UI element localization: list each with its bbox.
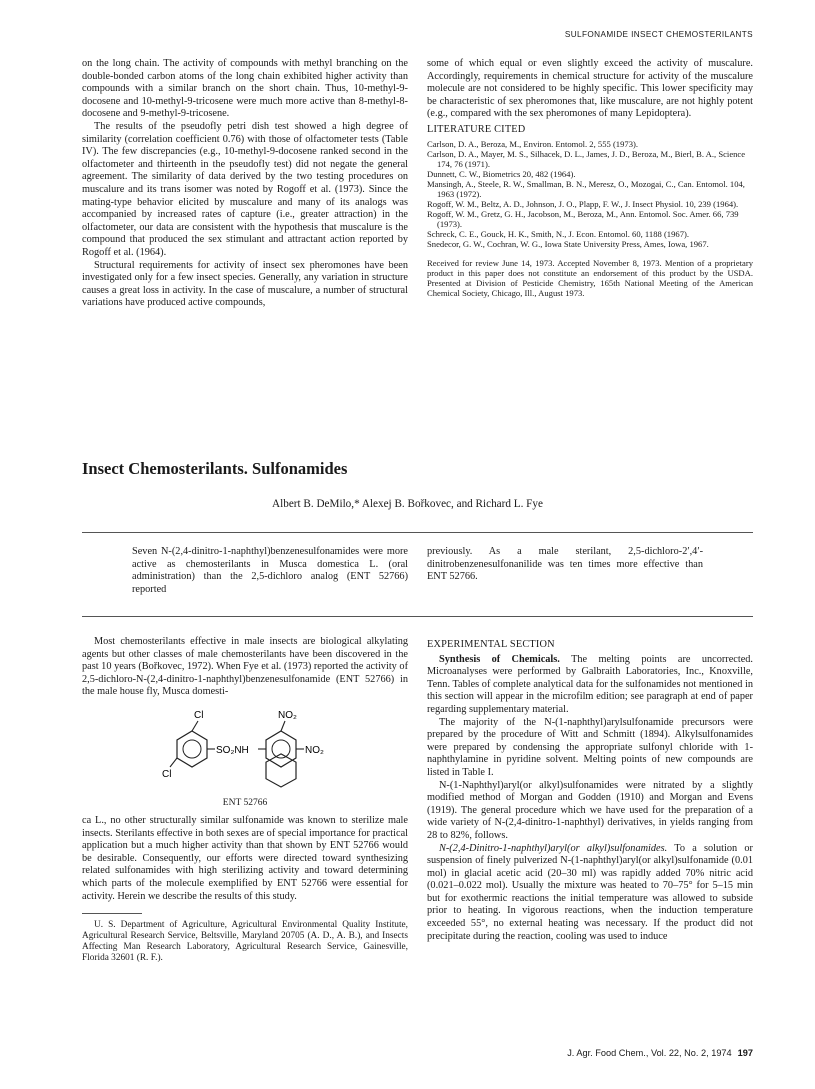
cl-top-label: Cl xyxy=(194,709,204,721)
journal-citation: J. Agr. Food Chem., Vol. 22, No. 2, 1974 xyxy=(567,1048,732,1058)
reference: Carlson, D. A., Mayer, M. S., Silhacek, D. L., James, J. D., Beroza, M., Bierl, B. A., Science 174, 76 (1971). xyxy=(427,148,746,169)
reference: Snedecor, G. W., Cochran, W. G., Iowa State University Press, Ames, Iowa, 1967. xyxy=(427,238,709,249)
run-in-heading: Synthesis of Chemicals. xyxy=(439,653,560,665)
paragraph-text: The melting points are uncorrected. Microanalyses were performed by Galbraith Laboratories, Inc., Knoxville, Tenn. Tables of complete analytical data for the sulfonamides not mentioned in this section will appear in the microfilm edition; see paragraph at end of paper regarding supplementary material. xyxy=(427,653,753,715)
article-title: Insect Chemosterilants. Sulfonamides xyxy=(82,459,348,478)
reference: Mansingh, A., Steele, R. W., Smallman, B. N., Meresz, O., Mozogai, C., Can. Entomol. 104, 1963 (1972). xyxy=(427,178,745,199)
paragraph xyxy=(427,654,753,717)
cl-bottom-label: Cl xyxy=(162,768,172,780)
abstract-bottom-rule xyxy=(82,616,753,617)
sulfonamide-link-label: SO₂NH xyxy=(216,744,249,756)
paragraph: Most chemosterilants effective in male insects are biological alkylating agents but other classes of male chemosterilants have been discovered in the past 10 years (Bořkovec, 1972). When Fye et al. (1973) reported the activity of 2,5-dichloro-N-(2,4-dinitro-1-naphthyl)benzenesulfonamide (ENT 52766) in the male house fly, Musca domesti- xyxy=(82,636,408,698)
reference: Carlson, D. A., Beroza, M., Environ. Entomol. 2, 555 (1973). xyxy=(427,138,638,149)
page-footer xyxy=(567,1048,753,1058)
reference: Rogoff, W. M., Gretz, G. H., Jacobson, M., Beroza, M., Ann. Entomol. Soc. Amer. 66, 739 (1973). xyxy=(427,208,739,229)
right-column-bottom xyxy=(427,636,753,943)
reference: Schreck, C. E., Gouck, H. K., Smith, N., J. Econ. Entomol. 60, 1188 (1967). xyxy=(427,228,690,239)
running-head: SULFONAMIDE INSECT CHEMOSTERILANTS xyxy=(564,30,753,39)
no2-top-label: NO₂ xyxy=(278,709,297,721)
left-column-bottom xyxy=(82,636,408,964)
received-note: Received for review June 14, 1973. Accepted November 8, 1973. Mention of a proprietary product in this paper does not constitute an endorsement of this product by the USDA. Presented at Division of Pesticide Chemistry, 165th National Meeting of the American Chemical Society, Chicago, Ill., August 1973. xyxy=(427,257,753,298)
abstract-top-rule xyxy=(82,532,753,533)
structure-caption: ENT 52766 xyxy=(222,797,268,808)
paragraph: ca L., no other structurally similar sulfonamide was known to sterilize male insects. Sterilants effective in both sexes are of special importance for practical application but a much higher activity than that shown by ENT 52766 would be desirable. Consequently, our efforts were directed toward synthesizing related sulfonamides with high sterilizing activity and toward determining which parts of the molecule exemplified by ENT 52766 were essential for activity. Herein we describe the results of this study. xyxy=(82,814,408,902)
paragraph xyxy=(427,843,753,944)
affiliation-footnote: U. S. Department of Agriculture, Agricultural Environmental Quality Institute, Agricultural Research Service, Beltsville, Maryland 20705 (A. D., A. B.), and Insects Affecting Man Research Laboratory, Agricultural Research Service, Gainesville, Florida 32601 (R. F.). xyxy=(82,920,408,964)
abstract-left: Seven N-(2,4-dinitro-1-naphthyl)benzenesulfonamides were more active as chemosterilants in Musca domestica L. (oral administration) than the 2,5-dichloro analog (ENT 52766) reported xyxy=(132,546,408,595)
paragraph: The results of the pseudofly petri dish test showed a high degree of similarity (correlation coefficient 0.76) with those of olfactometer tests (Table IV). The few discrepancies (e.g., 10-methyl-9-docosene ranked second in the olfactometer and thirteenth in the pseudofly test) did not negate the general agreement. The similarity of data derived by the two testing procedures on muscalure and its trans isomer was noted by Rogoff et al. (1973). Since the mating-type behavior elicited by muscalure and many of its analogs was accompanied by increased rates of capture (i.e., greater attraction) in the olfactometer, our data are consistent with the hypothesis that muscalure is the compound that produced the sex stimulant and attractant action reported by Rogoff et al. (1964). xyxy=(82,120,408,258)
right-column-top xyxy=(427,58,753,298)
run-in-heading: N-(2,4-Dinitro-1-naphthyl)aryl(or alkyl)sulfonamides. xyxy=(439,842,668,854)
reference: Rogoff, W. M., Beltz, A. D., Johnson, J. O., Plapp, F. W., J. Insect Physiol. 10, 239 (1964). xyxy=(427,198,739,209)
page-number: 197 xyxy=(737,1048,753,1058)
paragraph: some of which equal or even slightly exceed the activity of muscalure. Accordingly, requirements in chemical structure for activity of the muscalure molecule are not considered to be highly specific. This lower specificity may be characteristic of sex pheromones that, like muscalure, are not highly potent (e.g., compared with the sex pheromones of many Lepidoptera). xyxy=(427,58,753,120)
literature-heading: LITERATURE CITED xyxy=(427,123,526,135)
reference-list xyxy=(427,139,753,249)
footnote-rule xyxy=(82,913,142,914)
chemical-structure xyxy=(82,703,408,811)
reference: Dunnett, C. W., Biometrics 20, 482 (1964). xyxy=(427,168,576,179)
section-heading: EXPERIMENTAL SECTION xyxy=(427,639,555,650)
paragraph: Structural requirements for activity of insect sex pheromones have been investigated only for a few insect species. Generally, any variation in structure causes a great loss in activity. In the case of muscalure, a number of structural variations have produced active compounds, xyxy=(82,259,408,309)
structure-drawing xyxy=(82,703,408,797)
paragraph: The majority of the N-(1-naphthyl)arylsulfonamide precursors were prepared by the procedure of Witt and Schmitt (1894). Alkylsulfonamides were prepared by condensing the appropriate sulfonyl chloride with 1-naphthylamine in pyridine solvent. Melting points of new compounds are listed in Table I. xyxy=(427,716,753,778)
paragraph-text: To a solution or suspension of finely pulverized N-(1-naphthyl)aryl(or alkyl)sulfonamide (0.01 mol) in glacial acetic acid (20–30 ml) was rapidly added 70% nitric acid (0.021–0.022 mol). Usually the mixture was heated to 70–75° for 5–15 min but for exothermic reactions the initial temperature was allowed to subside prior to heating. In vigorous reactions, when the induction temperature exceeded 55°, no external heating was necessary. If the product did not precipitate during the reaction, cooling was used to induce xyxy=(427,842,753,942)
paragraph: N-(1-Naphthyl)aryl(or alkyl)sulfonamides were nitrated by a slightly modified method of Morgan and Godden (1910) and Morgan and Evens (1919). The general procedure which we have used for the preparation of a wide variety of N-(2,4-dinitro-1-naphthyl) derivatives, in yields ranging from 28 to 82%, follows. xyxy=(427,779,753,841)
paragraph: on the long chain. The activity of compounds with methyl branching on the double-bonded carbon atoms of the long chain exhibited higher activity than compounds with a similar branch on the short chain. Thus, 10-methyl-9-docosene and 10-methyl-9-tricosene were much more active than 8-methyl-8-docosene and 9-methyl-9-tricosene. xyxy=(82,58,408,120)
abstract-right: previously. As a male sterilant, 2,5-dichloro-2′,4′-dinitrobenzenesulfonanilide was ten times more effective than ENT 52766. xyxy=(427,546,703,583)
no2-right-label: NO₂ xyxy=(305,744,324,756)
left-column-top xyxy=(82,58,408,310)
author-line: Albert B. DeMilo,* Alexej B. Bořkovec, and Richard L. Fye xyxy=(272,498,543,510)
